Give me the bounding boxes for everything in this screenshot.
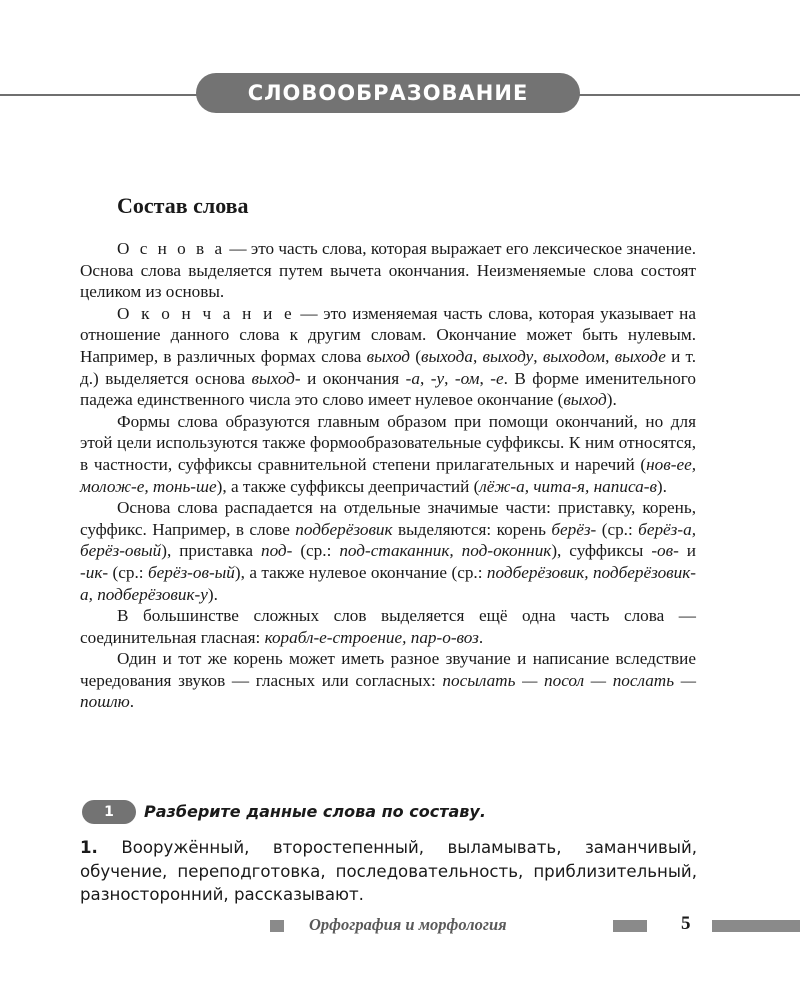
paragraph-text: ), приставка <box>161 541 261 561</box>
paragraph-slozhnye <box>80 605 696 648</box>
exercise-header <box>82 800 682 826</box>
task-number: 1. <box>80 838 98 857</box>
task-text: Вооружённый, второстепенный, выламывать, заманчивый, обучение, переподготовка, последовательность, приблизительный, разносторонний, рассказывают. <box>80 838 697 904</box>
paragraph-text: выделяются: корень <box>392 519 552 539</box>
chapter-header: СЛОВООБРАЗОВАНИЕ <box>196 73 580 113</box>
paragraph-text: и <box>678 541 696 561</box>
paragraph-text: В большинстве сложных слов выделяется ещё одна часть слова — соединительная гласная: <box>80 606 696 647</box>
example: под- <box>260 541 293 561</box>
example: берёз- <box>551 519 597 539</box>
paragraph-text: , <box>419 368 431 388</box>
example: берёз-а, берёз-овый <box>80 519 696 561</box>
paragraph-text: , <box>605 346 615 366</box>
example: выходом <box>542 346 606 366</box>
paragraph-text: и т. д.) выделяется основа <box>80 346 697 388</box>
paragraph-text: , <box>444 368 455 388</box>
paragraph-text: , <box>472 346 483 366</box>
example: -ик- <box>80 562 109 582</box>
paragraph-text: и окончания <box>300 368 406 388</box>
example: выход <box>366 346 411 366</box>
paragraph-text: ( <box>410 346 421 366</box>
example: выхода <box>420 346 473 366</box>
page-number: 5 <box>681 913 691 934</box>
exercise-number-badge: 1 <box>82 800 136 824</box>
example: -у <box>430 368 445 388</box>
paragraph-text: (ср.: <box>292 541 340 561</box>
paragraph-text: Один и тот же корень может иметь разное звучание и написание вследствие чередования звуков — гласных или согласных: <box>80 649 696 690</box>
example: подберёзовик <box>295 519 393 539</box>
paragraph-text: — это часть слова, которая выражает его лексическое значение. Основа слова выделяется путем вычета окончания. Неизменяемые слова состоят целиком из основы. <box>80 239 697 302</box>
example: нов-ее, молож-е, тонь-ше <box>80 454 696 496</box>
body-text <box>80 238 696 713</box>
example: выходе <box>614 346 666 366</box>
example: -ов- <box>651 541 679 561</box>
term-osnova: О с н о в а <box>117 239 226 258</box>
paragraph-text: . <box>129 692 135 712</box>
example: под-стаканник, под-оконник <box>339 541 552 561</box>
exercise-title: Разберите данные слова по составу. <box>144 802 486 821</box>
footer-section-name: Орфография и морфология <box>309 915 507 934</box>
footer-bar-marker <box>613 920 647 932</box>
example: выходу <box>482 346 534 366</box>
paragraph-text: ), суффиксы <box>551 541 652 561</box>
paragraph-text: ), а также нулевое окончание (ср.: <box>234 562 487 582</box>
example: -ом <box>454 368 480 388</box>
paragraph-text: , <box>533 346 543 366</box>
paragraph-okonchanie <box>80 303 696 411</box>
example: посылать — посол — послать — пошлю <box>80 670 696 712</box>
example: выход <box>563 390 607 410</box>
paragraph-text: ). <box>207 584 218 604</box>
example: корабл-е-строение, пар-о-воз <box>264 627 479 647</box>
paragraph-text: , <box>479 368 491 388</box>
term-okonchanie: О к о н ч а н и е <box>117 303 295 323</box>
example: подберёзовик, подберёзовик-а, подберёзовик-у <box>80 562 696 604</box>
example: лёж-а, чита-я, написа-в <box>479 476 657 496</box>
paragraph-text: . В форме именительного падежа единственного числа это слово имеет нулевое окончание ( <box>80 368 697 410</box>
section-title: Состав слова <box>117 193 249 218</box>
paragraph-osnova <box>80 238 696 303</box>
footer-bar-right <box>712 920 800 932</box>
paragraph-chasti <box>80 497 696 605</box>
paragraph-chereduvanie <box>80 648 696 713</box>
paragraph-formy <box>80 411 696 497</box>
example: выход- <box>251 368 301 388</box>
example: берёз-ов-ый <box>147 562 235 582</box>
paragraph-text: ). <box>606 390 617 410</box>
example: -е <box>490 368 504 388</box>
example: -а <box>405 368 420 388</box>
paragraph-text: Основа слова распадается на отдельные значимые части: приставку, корень, суффикс. Например, в слове <box>80 498 696 539</box>
footer-square-marker <box>270 920 284 932</box>
paragraph-text: ), а также суффиксы деепричастий ( <box>216 476 480 496</box>
paragraph-text: . <box>478 627 484 647</box>
paragraph-text: ). <box>656 476 667 496</box>
paragraph-text: (ср.: <box>108 562 148 582</box>
paragraph-text: — это изменяемая часть слова, которая указывает на отношение данного слова к другим словам. Окончание может быть нулевым. Например, в различных формах слова <box>80 303 696 366</box>
exercise-task <box>80 836 697 907</box>
paragraph-text: Формы слова образуются главным образом при помощи окончаний, но для этой цели используются также формообразовательные суффиксы. К ним относятся, в частности, суффиксы сравнительной степени прилагательных и наречий ( <box>80 411 696 474</box>
paragraph-text: (ср.: <box>596 519 639 539</box>
